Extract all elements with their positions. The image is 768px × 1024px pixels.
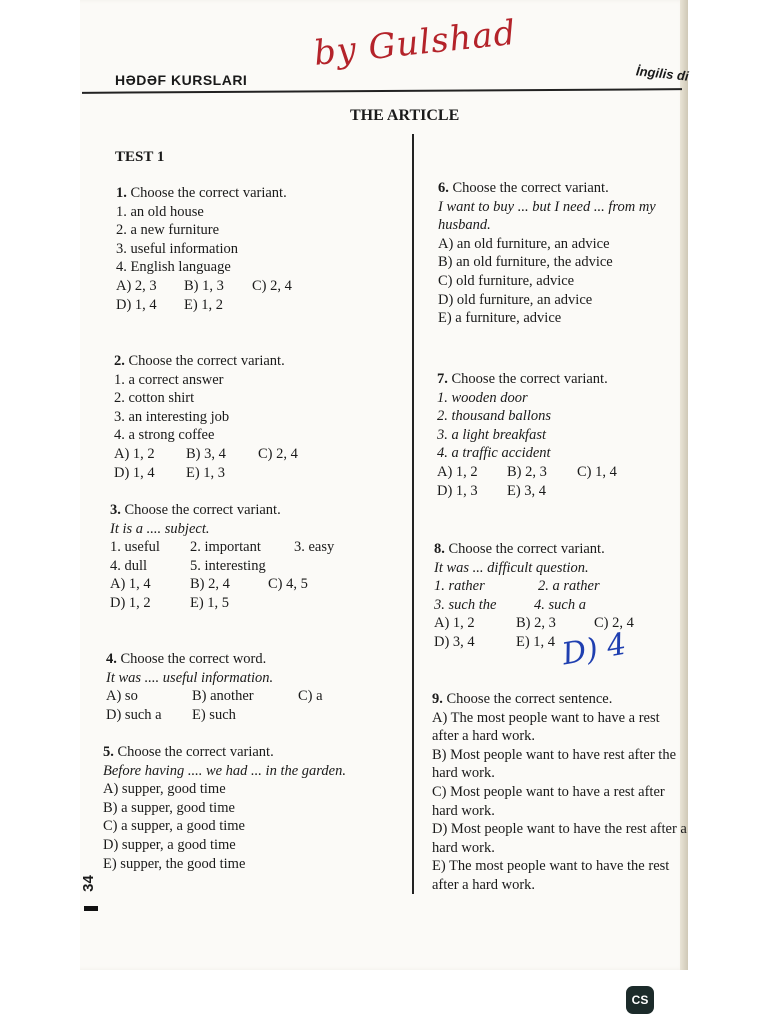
- question-number: 4.: [106, 651, 117, 667]
- item: 3. useful information: [116, 240, 239, 257]
- option: B) 2, 4: [190, 576, 230, 593]
- option: A) 1, 4: [110, 576, 151, 593]
- test-title: TEST 1: [115, 149, 165, 165]
- handwritten-signature: by Gulshad: [312, 12, 519, 74]
- option: E) supper, the good time: [103, 855, 246, 872]
- question-3: [110, 501, 334, 613]
- option: C) Most people want to have a rest after hard work.: [432, 783, 665, 819]
- option: C) 2, 4: [252, 277, 292, 294]
- page-title: THE ARTICLE: [350, 107, 460, 124]
- question-sentence: It is a .... subject.: [110, 520, 210, 537]
- question-1: [116, 184, 292, 314]
- option: E) such: [192, 706, 236, 723]
- question-sentence: It was .... useful information.: [106, 669, 274, 686]
- question-5: [103, 743, 358, 873]
- header-subject: İngilis di: [635, 63, 690, 84]
- option: B) another: [192, 688, 254, 705]
- item: 2. thousand ballons: [437, 408, 551, 425]
- question-9: [432, 690, 688, 895]
- option: A) an old furniture, an advice: [438, 235, 610, 252]
- page-number: 34: [79, 875, 97, 892]
- question-prompt: Choose the correct variant.: [117, 744, 274, 760]
- question-number: 8.: [434, 541, 445, 557]
- items-row: [434, 577, 634, 596]
- question-prompt: Choose the correct variant.: [124, 502, 281, 518]
- item: 1. an old house: [116, 203, 204, 220]
- item: 4. dull: [110, 557, 148, 574]
- option: B) a supper, good time: [103, 799, 235, 816]
- option: B) Most people want to have rest after the hard work.: [432, 746, 677, 782]
- question-number: 1.: [116, 185, 127, 201]
- item: 1. wooden door: [437, 389, 528, 406]
- column-divider: [412, 134, 414, 894]
- option: C) 2, 4: [258, 445, 298, 462]
- question-7: [437, 370, 617, 500]
- question-prompt: Choose the correct word.: [120, 651, 267, 667]
- question-prompt: Choose the correct sentence.: [446, 691, 613, 707]
- question-number: 2.: [114, 353, 125, 369]
- question-prompt: Choose the correct variant.: [128, 353, 285, 369]
- question-sentence: Before having .... we had ... in the garden.: [103, 762, 346, 779]
- option: A) so: [106, 688, 138, 705]
- option: C) 1, 4: [577, 463, 617, 480]
- item: 3. easy: [294, 539, 335, 556]
- page-number-bar: [84, 906, 98, 911]
- question-number: 5.: [103, 744, 114, 760]
- question-2: [114, 352, 298, 482]
- item: 1. useful: [110, 539, 160, 556]
- option: C) old furniture, advice: [438, 272, 575, 289]
- option: D) 1, 4: [114, 464, 155, 481]
- item: 3. such the: [434, 596, 497, 613]
- answer-options-row: [437, 463, 617, 482]
- option: B) 1, 3: [184, 277, 224, 294]
- question-number: 9.: [432, 691, 443, 707]
- option: D) 1, 3: [437, 482, 478, 499]
- option: D) Most people want to have the rest after a hard work.: [432, 821, 687, 856]
- option: B) 3, 4: [186, 445, 226, 462]
- question-sentence: It was ... difficult question.: [434, 559, 589, 576]
- answer-options-row: [106, 687, 323, 706]
- answer-options-row: [116, 296, 292, 315]
- item: 3. a light breakfast: [437, 426, 547, 443]
- handwritten-answer-mark: D) 4: [559, 626, 629, 673]
- items-row: [110, 557, 334, 576]
- items-row: [434, 596, 634, 615]
- item: 3. an interesting job: [114, 408, 230, 425]
- item: 4. a traffic accident: [437, 445, 551, 462]
- header-course-name: HƏDƏF KURSLARI: [115, 72, 248, 88]
- question-number: 3.: [110, 502, 121, 518]
- option: C) a: [298, 688, 323, 705]
- question-number: 7.: [437, 371, 448, 387]
- question-4: [106, 650, 323, 724]
- camscanner-badge-icon: CS: [626, 986, 654, 1014]
- option: A) 2, 3: [116, 277, 157, 294]
- option: B) an old furniture, the advice: [438, 254, 613, 271]
- answer-options-row: [110, 575, 334, 594]
- option: A) The most people want to have a rest after a hard work.: [432, 709, 660, 745]
- items-row: [110, 538, 334, 557]
- question-prompt: Choose the correct variant.: [130, 185, 287, 201]
- option: D) old furniture, an advice: [438, 291, 593, 308]
- option: E) 1, 5: [190, 594, 230, 611]
- question-number: 6.: [438, 180, 449, 196]
- answer-options-row: [110, 594, 334, 613]
- answer-options-row: [114, 464, 298, 483]
- option: E) a furniture, advice: [438, 310, 562, 327]
- option: C) 2, 4: [594, 615, 634, 632]
- answer-options-row: [437, 482, 617, 501]
- question-6: [438, 179, 683, 328]
- option: A) 1, 2: [437, 463, 478, 480]
- option: E) 1, 3: [186, 464, 226, 481]
- option: A) supper, good time: [103, 781, 226, 798]
- option: E) 3, 4: [507, 482, 547, 499]
- answer-options-row: [114, 445, 298, 464]
- option: A) 1, 2: [434, 615, 475, 632]
- option: D) 3, 4: [434, 633, 475, 650]
- answer-options-row: [106, 706, 323, 725]
- question-sentence: I want to buy ... but I need ... from my husband.: [438, 198, 656, 234]
- option: A) 1, 2: [114, 445, 155, 462]
- option: E) 1, 2: [184, 296, 224, 313]
- option: D) 1, 2: [110, 594, 151, 611]
- item: 4. such a: [534, 596, 586, 613]
- item: 2. a new furniture: [116, 222, 220, 239]
- option: C) 4, 5: [268, 576, 308, 593]
- option: E) 1, 4: [516, 633, 556, 650]
- question-prompt: Choose the correct variant.: [448, 541, 605, 557]
- item: 1. a correct answer: [114, 371, 224, 388]
- item: 2. a rather: [538, 578, 600, 595]
- answer-options-row: [116, 277, 292, 296]
- option: D) such a: [106, 706, 162, 723]
- item: 4. a strong coffee: [114, 427, 215, 444]
- item: 1. rather: [434, 578, 485, 595]
- question-prompt: Choose the correct variant.: [451, 371, 608, 387]
- option: B) 2, 3: [516, 615, 556, 632]
- option: C) a supper, a good time: [103, 818, 245, 835]
- option: D) 1, 4: [116, 296, 157, 313]
- item: 5. interesting: [190, 557, 266, 574]
- item: 2. important: [190, 539, 261, 556]
- item: 4. English language: [116, 259, 231, 276]
- option: B) 2, 3: [507, 463, 547, 480]
- item: 2. cotton shirt: [114, 390, 195, 407]
- option: D) supper, a good time: [103, 836, 236, 853]
- question-prompt: Choose the correct variant.: [452, 180, 609, 196]
- option: E) The most people want to have the rest after a hard work.: [432, 858, 670, 893]
